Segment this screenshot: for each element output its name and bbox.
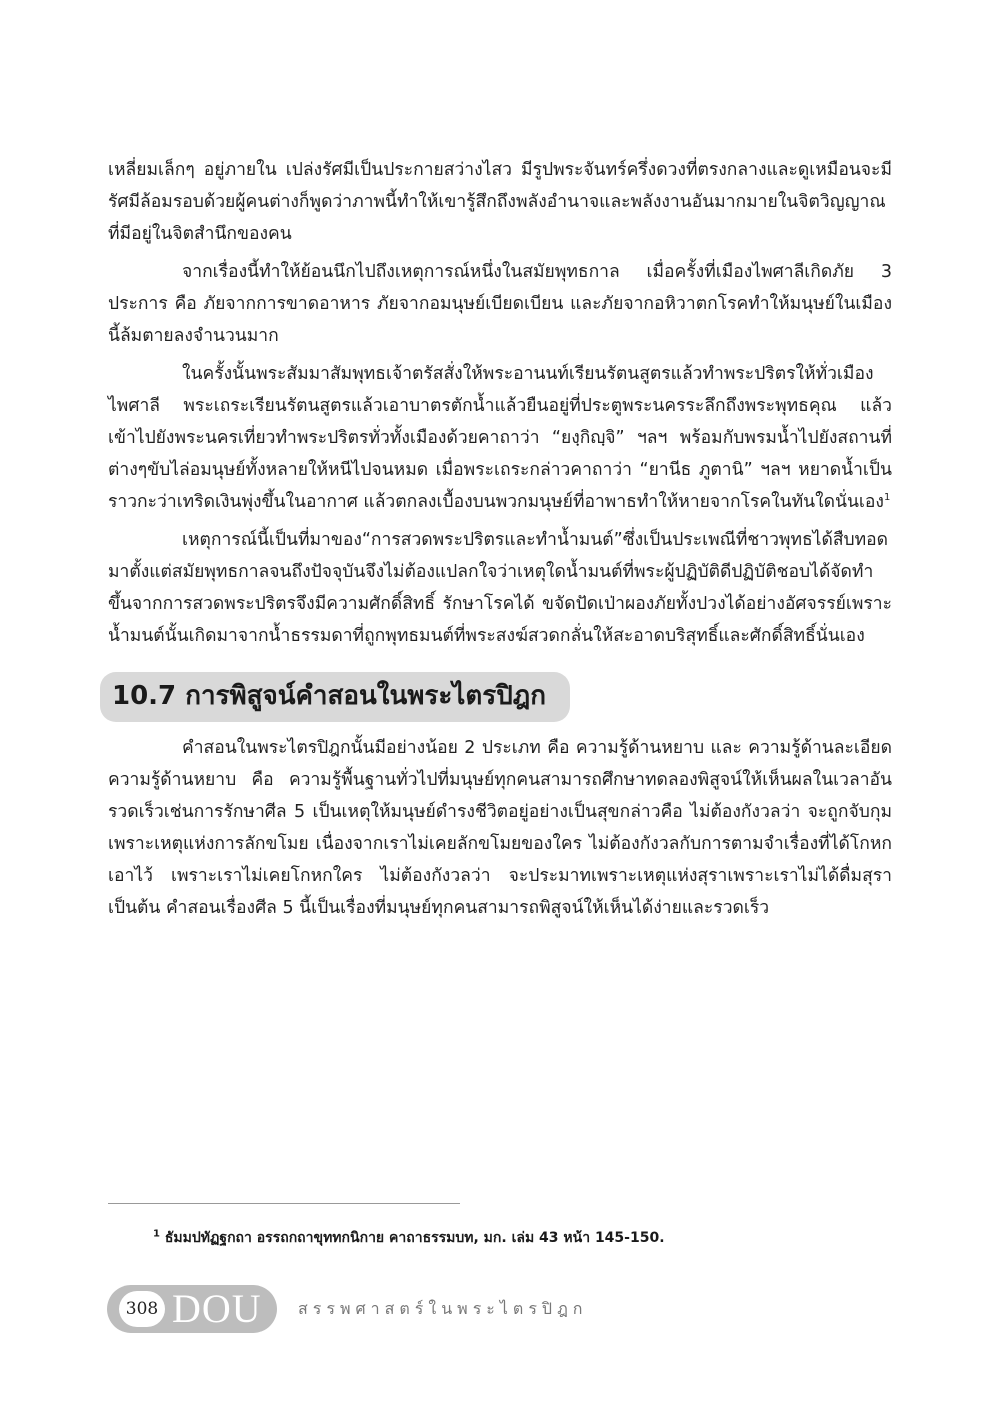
- footnote: [153, 1227, 913, 1249]
- body-text: [108, 154, 892, 930]
- paragraph-3: [108, 358, 892, 518]
- footnote-text: ธัมมปทัฏฐกถา อรรถกถาขุททกนิกาย คาถาธรรมบท, มก. เล่ม 43 หน้า 145-150.: [164, 1230, 665, 1246]
- footnote-reference: 1: [883, 492, 891, 504]
- footnote-divider: [108, 1203, 460, 1204]
- dou-logo: DOU: [172, 1286, 262, 1331]
- paragraph-2: จากเรื่องนี้ทำให้ย้อนนึกไปถึงเหตุการณ์หนึ่งในสมัยพุทธกาล เมื่อครั้งที่เมืองไพศาลีเกิดภัย 3 ประการ คือ ภัยจากการขาดอาหาร ภัยจากอมนุษย์เบียดเบียน และภัยจากอหิวาตกโรคทำให้มนุษย์ในเมืองนี้ล้มตายลงจำนวนมาก: [108, 262, 892, 346]
- paragraph-1: เหลี่ยมเล็กๆ อยู่ภายใน เปล่งรัศมีเป็นประกายสว่างไสว มีรูปพระจันทร์ครึ่งดวงที่ตรงกลางและดูเหมือนจะมีรัศมีล้อมรอบด้วยผู้คนต่างก็พูดว่าภาพนี้ทำให้เขารู้สึกถึงพลังอำนาจและพลังงานอันมากมายในจิตวิญญาณที่มีอยู่ในจิตสำนึกของคน: [108, 160, 892, 244]
- page-number: 308: [119, 1291, 165, 1327]
- section-heading: 10.7 การพิสูจน์คำสอนในพระไตรปิฎก: [100, 672, 570, 722]
- section-paragraph: คำสอนในพระไตรปิฎกนั้นมีอย่างน้อย 2 ประเภท คือ ความรู้ด้านหยาบ และ ความรู้ด้านละเอียด ความรู้ด้านหยาบ คือ ความรู้พื้นฐานทั่วไปที่มนุษย์ทุกคนสามารถศึกษาทดลองพิสูจน์ให้เห็นผลในเวลาอันรวดเร็วเช่นการรักษาศีล 5 เป็นเหตุให้มนุษย์ดำรงชีวิตอยู่อย่างเป็นสุขกล่าวคือ ไม่ต้องกังวลว่า จะถูกจับกุมเพราะเหตุแห่งการลักขโมย เนื่องจากเราไม่เคยลักขโมยของใคร ไม่ต้องกังวลกับการตามจำเรื่องที่ได้โกหกเอาไว้ เพราะเราไม่เคยโกหกใคร ไม่ต้องกังวลว่า จะประมาทเพราะเหตุแห่งสุราเพราะเราไม่ได้ดื่มสุรา เป็นต้น คำสอนเรื่องศีล 5 นี้เป็นเรื่องที่มนุษย์ทุกคนสามารถพิสูจน์ให้เห็นได้ง่ายและรวดเร็ว: [108, 738, 892, 918]
- book-title: สรรพศาสตร์ในพระไตรปิฎก: [298, 1299, 588, 1318]
- footnote-number: 1: [153, 1228, 160, 1240]
- paragraph-3-text: ในครั้งนั้นพระสัมมาสัมพุทธเจ้าตรัสสั่งให้พระอานนท์เรียนรัตนสูตรแล้วทำพระปริตรให้ทั่วเมืองไพศาลี พระเถระเรียนรัตนสูตรแล้วเอาบาตรตักน้ำแล้วยืนอยู่ที่ประตูพระนครระลึกถึงพระพุทธคุณ แล้วเข้าไปยังพระนครเที่ยวทำพระปริตรทั่วทั้งเมืองด้วยคาถาว่า “ยงฺกิญฺจิ” ฯลฯ พร้อมกับพรมน้ำไปยังสถานที่ต่างๆขับไล่อมนุษย์ทั้งหลายให้หนีไปจนหมด เมื่อพระเถระกล่าวคาถาว่า “ยานีธ ภูตานิ” ฯลฯ หยาดน้ำเป็นราวกะว่าเทริดเงินพุ่งขึ้นในอากาศ แล้วตกลงเบื้องบนพวกมนุษย์ที่อาพาธทำให้หายจากโรคในทันใดนั่นเอง: [108, 364, 892, 512]
- paragraph-4: เหตุการณ์นี้เป็นที่มาของ“การสวดพระปริตรและทำน้ำมนต์”ซึ่งเป็นประเพณีที่ชาวพุทธได้สืบทอดมาตั้งแต่สมัยพุทธกาลจนถึงปัจจุบันจึงไม่ต้องแปลกใจว่าเหตุใดน้ำมนต์ที่พระผู้ปฏิบัติดีปฏิบัติชอบได้จัดทำขึ้นจากการสวดพระปริตรจึงมีความศักดิ์สิทธิ์ รักษาโรคได้ ขจัดปัดเป่าผองภัยทั้งปวงได้อย่างอัศจรรย์เพราะน้ำมนต์นั้นเกิดมาจากน้ำธรรมดาที่ถูกพุทธมนต์ที่พระสงฆ์สวดกลั่นให้สะอาดบริสุทธิ์และศักดิ์สิทธิ์นั่นเอง: [108, 530, 892, 646]
